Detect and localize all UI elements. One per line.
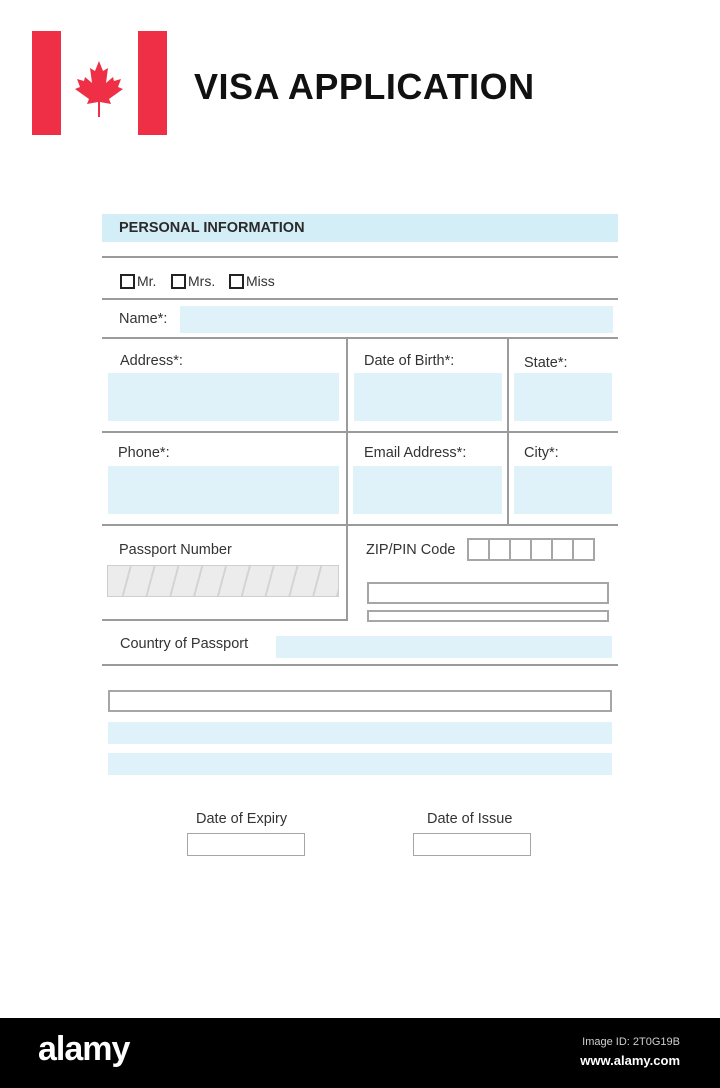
checkbox-mrs[interactable] — [171, 274, 186, 289]
address-line-input-1[interactable] — [367, 582, 609, 604]
section-title: PERSONAL INFORMATION — [119, 220, 305, 236]
date-of-issue-input[interactable] — [413, 833, 531, 856]
passport-number-label: Passport Number — [119, 542, 232, 558]
date-of-birth-label: Date of Birth*: — [364, 353, 455, 369]
maple-leaf-icon — [69, 59, 129, 119]
checkbox-label-miss: Miss — [246, 273, 275, 289]
page-title: VISA APPLICATION — [194, 66, 535, 107]
country-of-passport-input[interactable] — [276, 636, 612, 658]
zip-cell-3[interactable] — [509, 538, 532, 561]
address-line-input-2[interactable] — [367, 610, 609, 622]
additional-info-line-2[interactable] — [108, 753, 612, 775]
email-label: Email Address*: — [364, 445, 467, 461]
divider — [102, 664, 618, 666]
divider — [102, 337, 618, 339]
name-input[interactable] — [180, 306, 613, 333]
passport-number-input[interactable] — [107, 565, 339, 597]
city-input[interactable] — [514, 466, 612, 514]
divider — [102, 256, 618, 258]
zip-pin-label: ZIP/PIN Code — [366, 542, 456, 558]
zip-pin-cells — [467, 538, 593, 561]
section-header-personal-information — [102, 214, 618, 242]
city-label: City*: — [524, 445, 559, 461]
salutation-mr[interactable] — [120, 273, 156, 289]
date-of-issue-label: Date of Issue — [427, 811, 513, 827]
canada-flag — [32, 31, 167, 135]
zip-cell-4[interactable] — [530, 538, 553, 561]
flag-right-bar — [138, 31, 167, 135]
column-divider — [346, 338, 348, 621]
image-id: Image ID: 2T0G19B — [582, 1036, 680, 1048]
checkbox-label-mr: Mr. — [137, 273, 157, 289]
checkbox-mr[interactable] — [120, 274, 135, 289]
zip-cell-1[interactable] — [467, 538, 490, 561]
footer-url: www.alamy.com — [580, 1053, 680, 1068]
checkbox-label-mrs: Mrs. — [188, 273, 216, 289]
country-of-passport-label: Country of Passport — [120, 636, 249, 652]
address-label: Address*: — [120, 353, 183, 369]
phone-input[interactable] — [108, 466, 339, 514]
checkbox-miss[interactable] — [229, 274, 244, 289]
additional-info-input[interactable] — [108, 690, 612, 712]
additional-info-line-1[interactable] — [108, 722, 612, 744]
divider — [102, 524, 618, 526]
divider — [102, 431, 618, 433]
phone-label: Phone*: — [118, 445, 170, 461]
zip-cell-6[interactable] — [572, 538, 595, 561]
flag-left-bar — [32, 31, 61, 135]
divider — [102, 298, 618, 300]
zip-cell-2[interactable] — [488, 538, 511, 561]
address-input[interactable] — [108, 373, 339, 421]
divider — [102, 619, 348, 621]
zip-cell-5[interactable] — [551, 538, 574, 561]
date-of-birth-input[interactable] — [354, 373, 502, 421]
state-label: State*: — [524, 355, 568, 371]
date-of-expiry-input[interactable] — [187, 833, 305, 856]
date-of-expiry-label: Date of Expiry — [196, 811, 288, 827]
name-label: Name*: — [119, 311, 168, 327]
email-input[interactable] — [353, 466, 502, 514]
alamy-logo: alamy — [38, 1030, 130, 1068]
salutation-mrs[interactable] — [171, 273, 215, 289]
state-input[interactable] — [514, 373, 612, 421]
salutation-miss[interactable] — [229, 273, 275, 289]
